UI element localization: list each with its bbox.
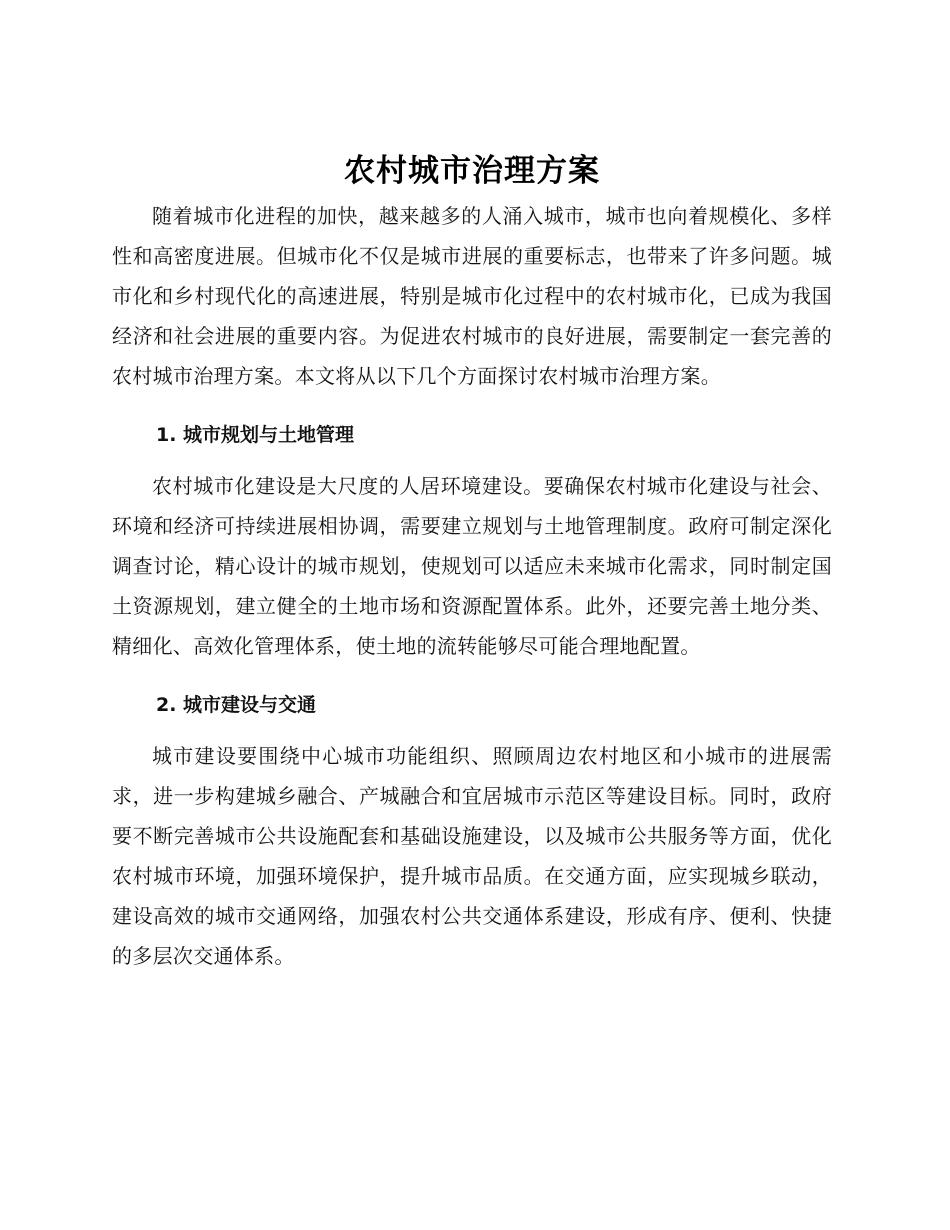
section-urban-planning [112, 418, 832, 666]
document-page [112, 148, 832, 976]
section-body: 农村城市化建设是大尺度的人居环境建设。要确保农村城市化建设与社会、环境和经济可持续进展相协调，需要建立规划与土地管理制度。政府可制定深化调查讨论，精心设计的城市规划，使规划可以适应未来城市化需求，同时制定国土资源规划，建立健全的土地市场和资源配置体系。此外，还要完善土地分类、精细化、高效化管理体系，使土地的流转能够尽可能合理地配置。 [112, 474, 832, 658]
intro-paragraph: 随着城市化进程的加快，越来越多的人涌入城市，城市也向着规模化、多样性和高密度进展。但城市化不仅是城市进展的重要标志，也带来了许多问题。城市化和乡村现代化的高速进展，特别是城市化过程中的农村城市化，已成为我国经济和社会进展的重要内容。为促进农村城市的良好进展，需要制定一套完善的农村城市治理方案。本文将从以下几个方面探讨农村城市治理方案。 [112, 204, 832, 388]
section-body: 城市建设要围绕中心城市功能组织、照顾周边农村地区和小城市的进展需求，进一步构建城乡融合、产城融合和宜居城市示范区等建设目标。同时，政府要不断完善城市公共设施配套和基础设施建设，以及城市公共服务等方面，优化农村城市环境，加强环境保护，提升城市品质。在交通方面，应实现城乡联动，建设高效的城市交通网络，加强农村公共交通体系建设，形成有序、便利、快捷的多层次交通体系。 [112, 744, 832, 968]
section-heading: 1. 城市规划与土地管理 [156, 424, 355, 446]
section-construction-transport [112, 688, 832, 976]
section-heading: 2. 城市建设与交通 [156, 694, 317, 716]
document-title: 农村城市治理方案 [344, 153, 600, 189]
